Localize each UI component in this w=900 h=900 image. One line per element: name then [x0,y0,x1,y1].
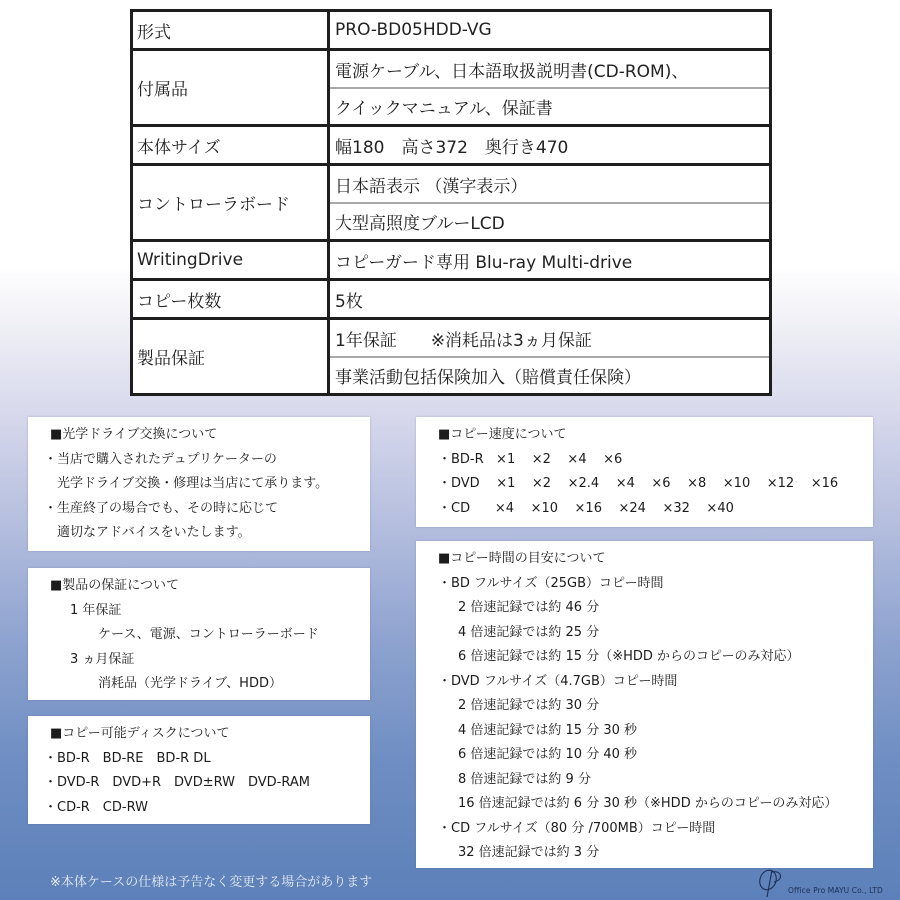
spec-value: 幅180 高さ372 奥行き470 [335,137,569,158]
spec-value: 大型高照度ブルーLCD [330,202,769,239]
spec-values [330,127,769,163]
spec-value: 1年保証 ※消耗品は3ヵ月保証 [335,330,592,351]
spec-label: コピー枚数 [133,281,330,317]
spec-values [330,320,769,393]
section-title: ■コピー速度について [438,427,567,442]
section-title: ■光学ドライブ交換について [50,427,218,442]
cd-header: ・CD フルサイズ（80 分 /700MB）コピー時間 [438,820,716,836]
discs-box [28,716,370,824]
spec-table [130,9,772,396]
info-line: ・BD-R BD-RE BD-R DL [44,750,211,766]
bd-header: ・BD フルサイズ（25GB）コピー時間 [438,575,664,591]
dvd-header: ・DVD フルサイズ（4.7GB）コピー時間 [438,673,678,689]
copy-time-box [416,541,873,868]
section-title: ■製品の保証について [50,578,180,593]
cd-item: 32 倍速記録では約 3 分 [458,845,600,860]
company-logo [756,866,896,898]
section-title: ■コピー時間の目安について [438,551,606,566]
info-line: 適切なアドバイスをいたします。 [44,525,251,540]
bd-item: 2 倍速記録では約 46 分 [458,600,600,615]
spec-row-model [133,12,769,48]
company-name: Office Pro MAYU Co., LTD [788,886,883,895]
spec-row-controller [133,163,769,239]
dvd-item: 8 倍速記録では約 9 分 [458,771,591,787]
spec-value: 電源ケーブル、日本語取扱説明書(CD-ROM)、 [335,61,689,82]
warranty-three-month-label: 3 ヵ月保証 [70,651,135,667]
spec-row-size [133,124,769,163]
warranty-three-month-items: 消耗品（光学ドライブ、HDD） [98,676,282,691]
spec-value: PRO-BD05HDD-VG [335,20,492,40]
info-line: ・DVD ×1 ×2 ×2.4 ×4 ×6 ×8 ×10 ×12 ×16 [438,476,839,491]
spec-row-accessories [133,48,769,124]
dvd-item: 4 倍速記録では約 15 分 30 秒 [458,722,638,738]
warranty-one-year-items: ケース、電源、コントローラーボード [98,627,319,642]
info-line: ・CD ×4 ×10 ×16 ×24 ×32 ×40 [438,500,734,516]
info-line: ・当店で購入されたデュプリケーターの [44,451,277,467]
spec-values [330,281,769,317]
bd-item: 6 倍速記録では約 15 分（※HDD からのコピーのみ対応） [458,649,800,664]
op-monogram-icon [756,866,790,898]
dvd-item: 16 倍速記録では約 6 分 30 秒（※HDD からのコピーのみ対応） [458,796,838,811]
spec-value: 日本語表示 （漢字表示） [335,176,528,197]
spec-value: クイックマニュアル、保証書 [330,87,769,124]
spec-values [330,51,769,124]
section-title: ■コピー可能ディスクについて [50,726,230,741]
spec-row-writing-drive [133,239,769,278]
spec-label: 本体サイズ [133,127,330,163]
info-line: ・生産終了の場合でも、その時に応じて [44,500,279,516]
spec-values [330,12,769,48]
info-line: ・CD-R CD-RW [44,799,148,815]
spec-row-warranty [133,317,769,393]
spec-row-copy-count [133,278,769,317]
spec-label: WritingDrive [133,242,330,278]
spec-label: 形式 [133,12,330,48]
spec-label: 製品保証 [133,320,330,393]
copy-speed-box [416,417,873,527]
dvd-item: 6 倍速記録では約 10 分 40 秒 [458,747,638,762]
spec-values [330,242,769,278]
drive-exchange-box [28,417,370,551]
info-line: ・BD-R ×1 ×2 ×4 ×6 [438,451,623,467]
spec-label: コントローラボード [133,166,330,239]
spec-value: 事業活動包括保険加入（賠償責任保険） [330,356,769,393]
spec-value: コピーガード専用 Blu-ray Multi-drive [335,252,633,273]
info-line: 光学ドライブ交換・修理は当店にて承ります。 [44,476,329,491]
info-line: ・DVD-R DVD+R DVD±RW DVD-RAM [44,775,310,790]
warranty-box [28,568,370,700]
bd-item: 4 倍速記録では約 25 分 [458,624,600,640]
spec-label: 付属品 [133,51,330,124]
warranty-one-year-label: 1 年保証 [70,602,122,618]
spec-value: 5枚 [335,291,363,312]
spec-values [330,166,769,239]
dvd-item: 2 倍速記録では約 30 分 [458,698,600,713]
footer-note: ※本体ケースの仕様は予告なく変更する場合があります [50,875,373,890]
